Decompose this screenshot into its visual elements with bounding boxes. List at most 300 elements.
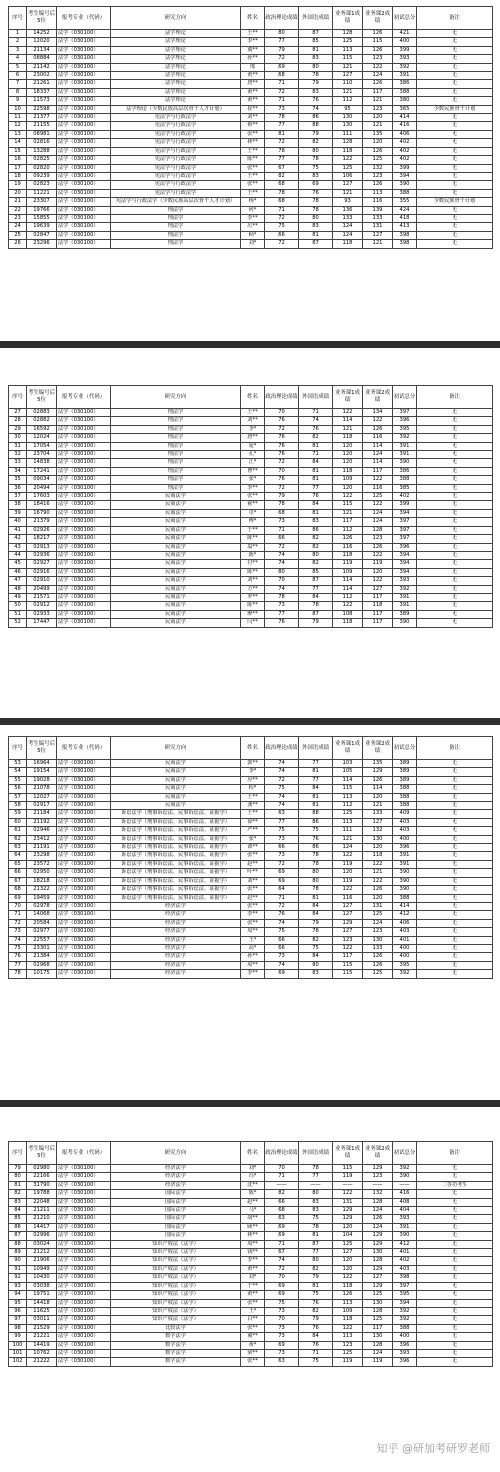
cell-exam-id: 02936	[27, 551, 57, 559]
cell-course1: 130	[333, 114, 363, 122]
cell-remark: 无	[417, 610, 493, 618]
cell-foreign-lang: 83	[299, 55, 333, 63]
cell-major: 法学（030100）	[57, 1257, 111, 1265]
cell-total: 414	[393, 902, 417, 910]
cell-politics: 69	[265, 1291, 299, 1299]
table-row	[9, 593, 493, 601]
cell-foreign-lang: 80	[299, 1257, 333, 1265]
cell-direction: 经济法学	[111, 961, 241, 969]
header-col-remark: 备注	[417, 7, 493, 30]
cell-course1: 112	[333, 526, 363, 534]
cell-course1: 129	[333, 1207, 363, 1215]
header-col-major: 报考专业（代码）	[57, 737, 111, 760]
table-row	[9, 122, 493, 130]
cell-course1: 122	[333, 1324, 363, 1332]
table-row	[9, 1215, 493, 1223]
cell-course1: 119	[333, 560, 363, 568]
cell-politics: 82	[265, 1190, 299, 1198]
cell-course1: 114	[333, 417, 363, 425]
header-col-direction: 研究方向	[111, 386, 241, 409]
cell-total: 391	[393, 1223, 417, 1231]
header-col-course2: 业务课2成绩	[363, 386, 393, 409]
cell-exam-id: 09239	[27, 172, 57, 180]
cell-major: 法学（030100）	[57, 768, 111, 776]
cell-course1: 125	[333, 164, 363, 172]
cell-exam-id: 12024	[27, 434, 57, 442]
table-row	[9, 585, 493, 593]
cell-name: 黄**	[241, 88, 265, 96]
cell-foreign-lang: 82	[299, 535, 333, 543]
cell-remark: 无	[417, 568, 493, 576]
cell-politics: 73	[265, 1307, 299, 1315]
cell-course2: 116	[363, 484, 393, 492]
table-row	[9, 793, 493, 801]
cell-direction: 民商法学	[111, 509, 241, 517]
cell-major: 法学（030100）	[57, 760, 111, 768]
cell-politics: 72	[265, 459, 299, 467]
cell-foreign-lang: 75	[299, 164, 333, 172]
cell-index: 89	[9, 1249, 27, 1257]
cell-course1: 121	[333, 88, 363, 96]
cell-index: 85	[9, 1215, 27, 1223]
cell-foreign-lang: 78	[299, 1223, 333, 1231]
cell-remark: 无	[417, 1257, 493, 1265]
cell-major: 法学（030100）	[57, 827, 111, 835]
cell-total: 412	[393, 911, 417, 919]
cell-foreign-lang: 82	[299, 936, 333, 944]
score-table	[8, 385, 493, 628]
cell-course1: 123	[333, 1341, 363, 1349]
cell-direction: 刑法学	[111, 409, 241, 417]
cell-index: 3	[9, 46, 27, 54]
cell-course2: 125	[363, 156, 393, 164]
cell-total: 390	[393, 1232, 417, 1240]
cell-major: 法学（030100）	[57, 442, 111, 450]
cell-exam-id: 21384	[27, 953, 57, 961]
cell-foreign-lang: 78	[299, 206, 333, 214]
cell-remark: 无	[417, 911, 493, 919]
cell-name: 梁**	[241, 1349, 265, 1357]
cell-total: 388	[393, 802, 417, 810]
cell-course1: 110	[333, 80, 363, 88]
cell-politics: 74	[265, 802, 299, 810]
cell-politics: 82	[265, 172, 299, 180]
cell-name: 张**	[241, 493, 265, 501]
cell-index: 70	[9, 902, 27, 910]
cell-index: 61	[9, 827, 27, 835]
cell-name: 邢	[241, 63, 265, 71]
cell-course2: 125	[363, 1291, 393, 1299]
cell-index: 60	[9, 818, 27, 826]
cell-course2: 127	[363, 231, 393, 239]
cell-foreign-lang: 81	[299, 442, 333, 450]
cell-foreign-lang: 81	[299, 1282, 333, 1290]
cell-remark: 无	[417, 1165, 493, 1173]
cell-name: 李*	[241, 425, 265, 433]
cell-major: 法学（030100）	[57, 240, 111, 248]
cell-foreign-lang: 83	[299, 970, 333, 978]
header-col-course2: 业务课2成绩	[363, 7, 393, 30]
cell-name: 曹**	[241, 467, 265, 475]
cell-index: 79	[9, 1165, 27, 1173]
table-row	[9, 181, 493, 189]
cell-course1: 115	[333, 1165, 363, 1173]
cell-politics: 74	[265, 793, 299, 801]
cell-exam-id: 17241	[27, 467, 57, 475]
cell-name: 陈*	[241, 551, 265, 559]
cell-politics: 71	[265, 1173, 299, 1181]
cell-course2: 121	[363, 869, 393, 877]
cell-exam-id: 11573	[27, 97, 57, 105]
cell-name: 翟**	[241, 501, 265, 509]
cell-index: 9	[9, 97, 27, 105]
cell-total: 389	[393, 610, 417, 618]
cell-foreign-lang: 76	[299, 1341, 333, 1349]
cell-politics: 76	[265, 417, 299, 425]
cell-politics: 70	[265, 409, 299, 417]
cell-politics: 72	[265, 240, 299, 248]
cell-total: 396	[393, 1341, 417, 1349]
cell-foreign-lang: 87	[299, 610, 333, 618]
cell-politics: 72	[265, 1265, 299, 1273]
cell-course2: 129	[363, 768, 393, 776]
cell-course2: 125	[363, 911, 393, 919]
cell-major: 法学（030100）	[57, 63, 111, 71]
header-col-remark: 备注	[417, 386, 493, 409]
cell-foreign-lang: 74	[299, 105, 333, 113]
table-row	[9, 189, 493, 197]
cell-course2: 133	[363, 810, 393, 818]
cell-direction: 经济法学	[111, 928, 241, 936]
table-row	[9, 30, 493, 38]
cell-remark: 无	[417, 768, 493, 776]
cell-name: 蔡**	[241, 122, 265, 130]
cell-course1: 127	[333, 1249, 363, 1257]
cell-exam-id: 19028	[27, 776, 57, 784]
cell-course1: 113	[333, 46, 363, 54]
cell-course1: 122	[333, 602, 363, 610]
cell-major: 法学（030100）	[57, 434, 111, 442]
cell-remark: 无	[417, 869, 493, 877]
cell-foreign-lang: 75	[299, 1291, 333, 1299]
cell-index: 37	[9, 493, 27, 501]
cell-remark: 无	[417, 585, 493, 593]
cell-politics: 75	[265, 1299, 299, 1307]
cell-direction: 刑法学	[111, 442, 241, 450]
cell-politics: 74	[265, 760, 299, 768]
cell-foreign-lang: 80	[299, 63, 333, 71]
table-row	[9, 172, 493, 180]
cell-remark: 无	[417, 181, 493, 189]
cell-total: 400	[393, 835, 417, 843]
cell-exam-id: 18337	[27, 88, 57, 96]
cell-major: 法学（030100）	[57, 164, 111, 172]
cell-total: 418	[393, 214, 417, 222]
cell-total: 388	[393, 785, 417, 793]
table-row	[9, 768, 493, 776]
cell-course1: 113	[333, 818, 363, 826]
cell-foreign-lang: 75	[299, 1215, 333, 1223]
cell-exam-id: 21155	[27, 122, 57, 130]
cell-total: 355	[393, 198, 417, 206]
cell-course1: 113	[333, 1333, 363, 1341]
cell-name: 傅*	[241, 518, 265, 526]
cell-politics: 72	[265, 214, 299, 222]
cell-direction: 民商法学	[111, 585, 241, 593]
cell-index: 54	[9, 768, 27, 776]
cell-direction: 民商法学	[111, 776, 241, 784]
cell-name: 严**	[241, 827, 265, 835]
cell-foreign-lang: 79	[299, 80, 333, 88]
cell-direction: 民商法学	[111, 543, 241, 551]
cell-course1: 112	[333, 802, 363, 810]
cell-index: 49	[9, 593, 27, 601]
cell-major: 法学（030100）	[57, 156, 111, 164]
header-col-major: 报考专业（代码）	[57, 7, 111, 30]
cell-course2: 120	[363, 114, 393, 122]
table-row	[9, 869, 493, 877]
cell-major: 法学（030100）	[57, 1282, 111, 1290]
cell-exam-id: 21906	[27, 1257, 57, 1265]
cell-remark: 无	[417, 877, 493, 885]
cell-direction: 刑法学	[111, 206, 241, 214]
cell-major: 法学（030100）	[57, 114, 111, 122]
cell-total: 391	[393, 852, 417, 860]
header-col-index: 序号	[9, 737, 27, 760]
cell-remark: 无	[417, 484, 493, 492]
cell-total: 392	[393, 585, 417, 593]
cell-exam-id: 08981	[27, 130, 57, 138]
cell-total: 397	[393, 1282, 417, 1290]
cell-name: 陈*	[241, 1190, 265, 1198]
cell-remark: 无	[417, 434, 493, 442]
cell-course2: 129	[363, 1232, 393, 1240]
cell-total: 403	[393, 928, 417, 936]
table-panel-4	[8, 1141, 492, 1367]
cell-foreign-lang: 80	[299, 961, 333, 969]
cell-course2: 117	[363, 593, 393, 601]
cell-total: 402	[393, 1257, 417, 1265]
cell-major: 法学（030100）	[57, 476, 111, 484]
cell-course2: 122	[363, 63, 393, 71]
cell-direction: 法学理论	[111, 30, 241, 38]
cell-course2: 123	[363, 172, 393, 180]
table-row	[9, 1316, 493, 1324]
cell-major: 法学（030100）	[57, 97, 111, 105]
table-row	[9, 953, 493, 961]
cell-direction: 诉讼法学（刑事诉讼法、民事诉讼法、证据学）	[111, 869, 241, 877]
cell-politics: 74	[265, 768, 299, 776]
cell-major: 法学（030100）	[57, 944, 111, 952]
cell-index: 95	[9, 1299, 27, 1307]
cell-course1: 111	[333, 827, 363, 835]
cell-course1: 109	[333, 476, 363, 484]
cell-direction: 民商法学	[111, 602, 241, 610]
cell-major: 法学（030100）	[57, 785, 111, 793]
cell-name: 于**	[241, 1282, 265, 1290]
cell-index: 92	[9, 1274, 27, 1282]
cell-politics: 71	[265, 206, 299, 214]
cell-total: 397	[393, 518, 417, 526]
cell-course2: 132	[363, 827, 393, 835]
cell-remark: 无	[417, 818, 493, 826]
cell-exam-id: 14252	[27, 30, 57, 38]
cell-index: 101	[9, 1349, 27, 1357]
cell-remark: 无	[417, 147, 493, 155]
cell-remark: 无	[417, 38, 493, 46]
cell-course1: 112	[333, 97, 363, 105]
cell-remark: 无	[417, 63, 493, 71]
cell-exam-id: 02926	[27, 526, 57, 534]
table-row	[9, 105, 493, 113]
table-panel-1	[8, 6, 492, 249]
cell-exam-id: 19459	[27, 894, 57, 902]
cell-major: 法学（030100）	[57, 852, 111, 860]
cell-name: 付**	[241, 560, 265, 568]
cell-direction: 经济法学	[111, 970, 241, 978]
cell-course1: 121	[333, 189, 363, 197]
table-row	[9, 476, 493, 484]
cell-remark: 无	[417, 114, 493, 122]
cell-politics: ——	[265, 1181, 299, 1189]
cell-course1: 118	[333, 467, 363, 475]
cell-remark: 无	[417, 760, 493, 768]
cell-remark: 无	[417, 1207, 493, 1215]
cell-politics: 81	[265, 130, 299, 138]
cell-major: 法学（030100）	[57, 551, 111, 559]
cell-name: 唐**	[241, 80, 265, 88]
cell-name: 罗**	[241, 593, 265, 601]
cell-course1: 121	[333, 63, 363, 71]
cell-index: 44	[9, 551, 27, 559]
header-col-exam-id: 考生编号后5位	[27, 386, 57, 409]
header-col-direction: 研究方向	[111, 1142, 241, 1165]
cell-course1: 113	[333, 1299, 363, 1307]
cell-name: 龚**	[241, 802, 265, 810]
cell-index: 76	[9, 953, 27, 961]
cell-direction: 民商法学	[111, 593, 241, 601]
cell-index: 64	[9, 852, 27, 860]
cell-remark: 无	[417, 240, 493, 248]
table-row	[9, 1282, 493, 1290]
cell-remark: 无	[417, 72, 493, 80]
cell-course2: 132	[363, 164, 393, 172]
cell-total: 416	[393, 1190, 417, 1198]
cell-exam-id: 17447	[27, 619, 57, 627]
cell-name: 顾*	[241, 231, 265, 239]
table-row	[9, 1190, 493, 1198]
table-row	[9, 911, 493, 919]
cell-exam-id: 16964	[27, 760, 57, 768]
cell-major: 法学（030100）	[57, 80, 111, 88]
cell-politics: 75	[265, 827, 299, 835]
cell-total: 393	[393, 1215, 417, 1223]
cell-politics: 72	[265, 55, 299, 63]
table-row	[9, 97, 493, 105]
cell-direction: 国际法学	[111, 1198, 241, 1206]
table-row	[9, 114, 493, 122]
cell-foreign-lang: 82	[299, 1307, 333, 1315]
table-row	[9, 1232, 493, 1240]
table-row	[9, 156, 493, 164]
cell-total: 388	[393, 189, 417, 197]
cell-course1: 118	[333, 551, 363, 559]
cell-exam-id: 21210	[27, 1215, 57, 1223]
cell-foreign-lang: ——	[299, 1181, 333, 1189]
cell-major: 法学（030100）	[57, 793, 111, 801]
cell-course1: 109	[333, 1307, 363, 1315]
cell-major: 法学（030100）	[57, 1215, 111, 1223]
cell-remark: 无	[417, 493, 493, 501]
cell-course2: 120	[363, 894, 393, 902]
cell-course1: 124	[333, 231, 363, 239]
cell-direction: 刑法学	[111, 434, 241, 442]
cell-course1: 125	[333, 810, 363, 818]
cell-exam-id: 14418	[27, 1299, 57, 1307]
cell-index: 53	[9, 760, 27, 768]
cell-remark: 无	[417, 1274, 493, 1282]
cell-foreign-lang: 83	[299, 88, 333, 96]
cell-total: 400	[393, 1333, 417, 1341]
cell-direction: 刑法学	[111, 476, 241, 484]
cell-direction: 经济法学	[111, 944, 241, 952]
cell-politics: 77	[265, 818, 299, 826]
cell-major: 法学（030100）	[57, 568, 111, 576]
cell-foreign-lang: 79	[299, 1274, 333, 1282]
cell-politics: 69	[265, 1232, 299, 1240]
cell-foreign-lang: 81	[299, 509, 333, 517]
cell-politics: 78	[265, 189, 299, 197]
table-row	[9, 852, 493, 860]
cell-course1: 120	[333, 484, 363, 492]
header-col-foreign-lang: 外国语成绩	[299, 7, 333, 30]
cell-direction: 宪法学与行政法学	[111, 130, 241, 138]
cell-major: 法学（030100）	[57, 509, 111, 517]
table-row	[9, 919, 493, 927]
cell-major: 法学（030100）	[57, 206, 111, 214]
cell-total: 394	[393, 551, 417, 559]
cell-exam-id: 23002	[27, 72, 57, 80]
cell-foreign-lang: 82	[299, 1265, 333, 1273]
cell-major: 法学（030100）	[57, 189, 111, 197]
cell-exam-id: 11221	[27, 189, 57, 197]
cell-total: 396	[393, 844, 417, 852]
cell-index: 91	[9, 1265, 27, 1273]
cell-exam-id: 14417	[27, 1223, 57, 1231]
cell-politics: 70	[265, 577, 299, 585]
cell-direction: 数字法学	[111, 1333, 241, 1341]
cell-course1: 115	[333, 501, 363, 509]
cell-name: 白**	[241, 1316, 265, 1324]
cell-exam-id: 23298	[27, 852, 57, 860]
watermark: 知乎 @研加考研罗老师	[376, 1442, 490, 1455]
cell-course1: 118	[333, 619, 363, 627]
cell-course1: 133	[333, 214, 363, 222]
cell-direction: 法学理论	[111, 72, 241, 80]
cell-remark: 无	[417, 577, 493, 585]
cell-remark: 无	[417, 619, 493, 627]
cell-course1: 122	[333, 886, 363, 894]
cell-course1: 118	[333, 240, 363, 248]
cell-name: 厉**	[241, 223, 265, 231]
cell-major: 法学（030100）	[57, 72, 111, 80]
cell-total: 388	[393, 793, 417, 801]
cell-politics: 73	[265, 1333, 299, 1341]
cell-major: 法学（030100）	[57, 1291, 111, 1299]
cell-politics: 72	[265, 484, 299, 492]
cell-exam-id: 16592	[27, 425, 57, 433]
cell-index: 51	[9, 610, 27, 618]
